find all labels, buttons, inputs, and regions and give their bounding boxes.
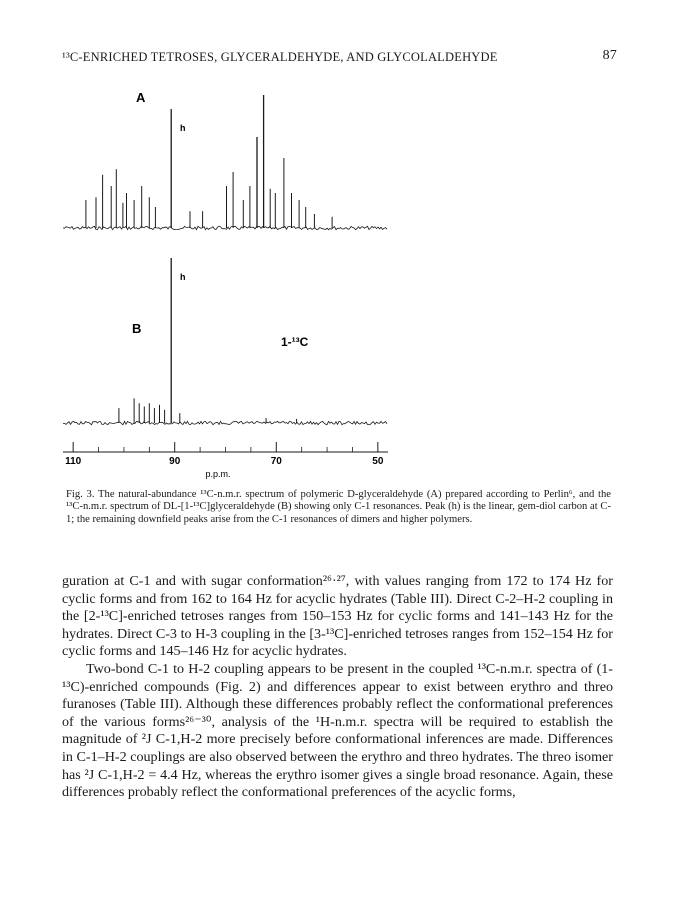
body-text <box>62 573 613 802</box>
figure-caption <box>66 489 611 526</box>
baseline-noise <box>63 421 387 424</box>
paragraph-1: guration at C-1 and with sugar conformation²⁶·²⁷, with values ranging from 172 to 174 Hz for cyclic forms and from 162 to 164 Hz for acyclic hydrates (Table III). Direct C-2–H-2 coupling in the [2-¹³C]-enriched tetroses ranges from 150–153 Hz for cyclic forms and 141–143 Hz for the hydrates. Direct C-3 to H-3 coupling in the [3-¹³C]-enriched tetroses ranges from 152–154 Hz for cyclic forms and 145–146 Hz for acyclic hydrates. <box>62 573 613 660</box>
panel-a-label: A <box>136 90 146 105</box>
panel-a-peak-label: h <box>180 123 186 133</box>
x-axis-unit: p.p.m. <box>205 469 231 479</box>
panel-b-label: B <box>132 321 142 336</box>
paragraph-2: Two-bond C-1 to H-2 coupling appears to be present in the coupled ¹³C-n.m.r. spectra of (1-¹³C)-enriched compounds (Fig. 2) and differences appear to exist between erythro and threo furanoses (Table III). Although these differences probably reflect the conformational preferences of the various forms²⁶⁻³⁰, analysis of the ¹H-n.m.r. spectra will be required to establish the magnitude of ²J C-1,H-2 more precisely before conformational inferences are made. Differences in C-1–H-2 couplings are also observed between the erythro and threo hydrates. The threo isomer has ²J C-1,H-2 = 4.4 Hz, whereas the erythro isomer gives a single broad resonance. Again, these differences probably reflect the conformational preferences of the acyclic forms, <box>62 660 613 801</box>
isotope-label: 1-¹³C <box>281 335 309 349</box>
page-number: 87 <box>602 48 617 63</box>
caption-text: The natural-abundance ¹³C-n.m.r. spectrum of polymeric D-glyceraldehyde (A) prepared according to Perlin⁶, and the ¹³C-n.m.r. spectrum of DL-[1-¹³C]glyceraldehyde (B) showing only C-1 resonances. Peak (h) is the linear, gem-diol carbon at C-1; the remaining downfield peaks arise from the C-1 resonances of dimers and higher polymers. <box>66 489 612 525</box>
tick-label-90: 90 <box>169 456 181 467</box>
tick-label-50: 50 <box>372 456 384 467</box>
figure-3 <box>58 80 398 480</box>
running-head-title: ¹³C-ENRICHED TETROSES, GLYCERALDEHYDE, AND GLYCOLALDEHYDE <box>62 50 498 64</box>
x-axis-ticks <box>65 442 384 467</box>
spectrum-b <box>63 258 387 425</box>
tick-label-110: 110 <box>65 456 82 467</box>
nmr-spectra-chart <box>58 80 398 480</box>
spectrum-a <box>63 95 387 230</box>
tick-label-70: 70 <box>270 456 282 467</box>
caption-label: Fig. 3. <box>66 489 95 500</box>
panel-b-peak-label: h <box>180 272 186 282</box>
